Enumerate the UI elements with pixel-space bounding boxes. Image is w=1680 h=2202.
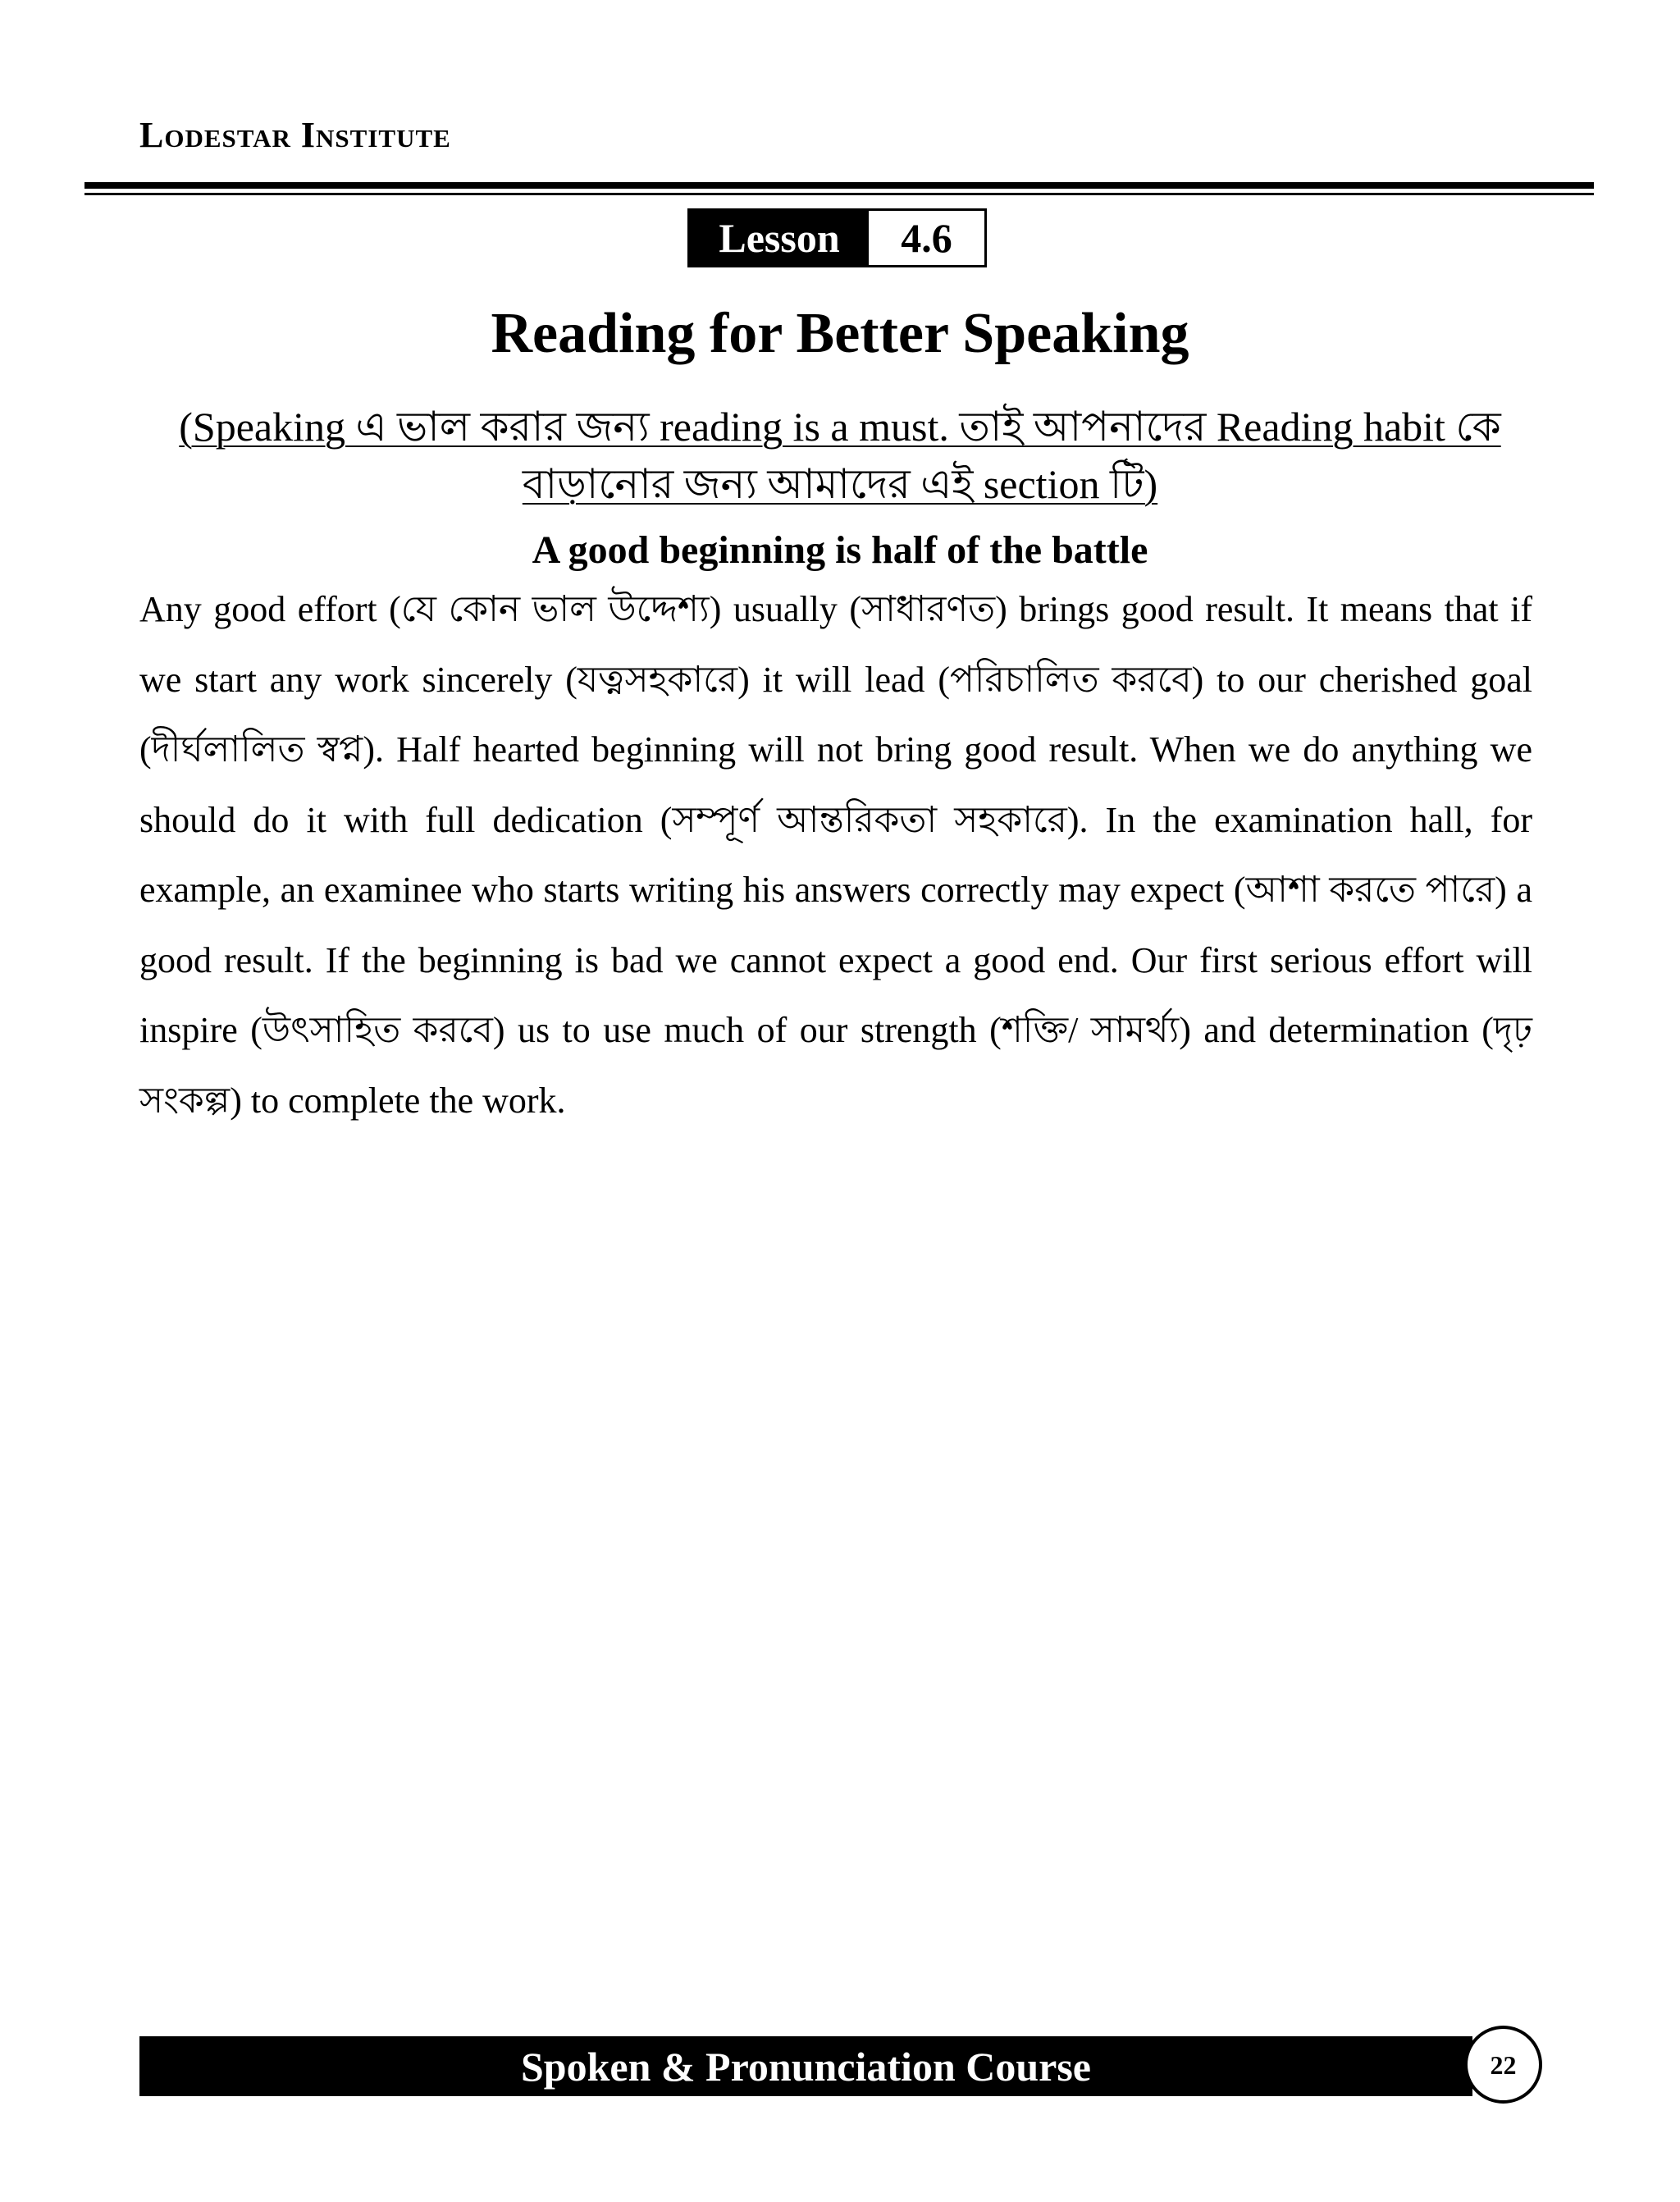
page-number-text: 22 [1490, 2049, 1517, 2080]
institute-name: Lodestar Institute [139, 115, 451, 155]
header-rule-thin [84, 193, 1594, 195]
lesson-label: Lesson [690, 211, 869, 265]
body-paragraph: Any good effort (যে কোন ভাল উদ্দেশ্য) usually (সাধারণত) brings good result. It means that if we start any work sincerely (যত্নসহকারে) it will lead (পরিচালিত করবে) to our cherished goal (দীর্ঘলালিত স্বপ্ন). Half hearted beginning will not bring good result. When we do anything we should do it with full dedication (সম্পূর্ণ আন্তরিকতা সহকারে). In the examination hall, for example, an examinee who starts writing his answers correctly may expect (আশা করতে পারে) a good result. If the beginning is bad we cannot expect a good end. Our first serious effort will inspire (উৎসাহিত করবে) us to use much of our strength (শক্তি/ সামর্থ্য) and determination (দৃঢ় সংকল্প) to complete the work. [139, 589, 1532, 1121]
footer-course-title: Spoken & Pronunciation Course [520, 2043, 1092, 2090]
subtitle [123, 398, 1557, 513]
lesson-number: 4.6 [869, 211, 984, 265]
subtitle-text: (Speaking এ ভাল করার জন্য reading is a must. তাই আপনাদের Reading habit কে বাড়ানোর জন্য আমাদের এই section টি) [179, 404, 1501, 507]
lesson-badge [687, 208, 987, 267]
section-heading: A good beginning is half of the battle [532, 528, 1148, 572]
footer-course-bar [139, 2036, 1472, 2096]
page-title: Reading for Better Speaking [491, 302, 1189, 365]
page-number [1464, 2026, 1542, 2104]
header-rule-thick [84, 182, 1594, 189]
